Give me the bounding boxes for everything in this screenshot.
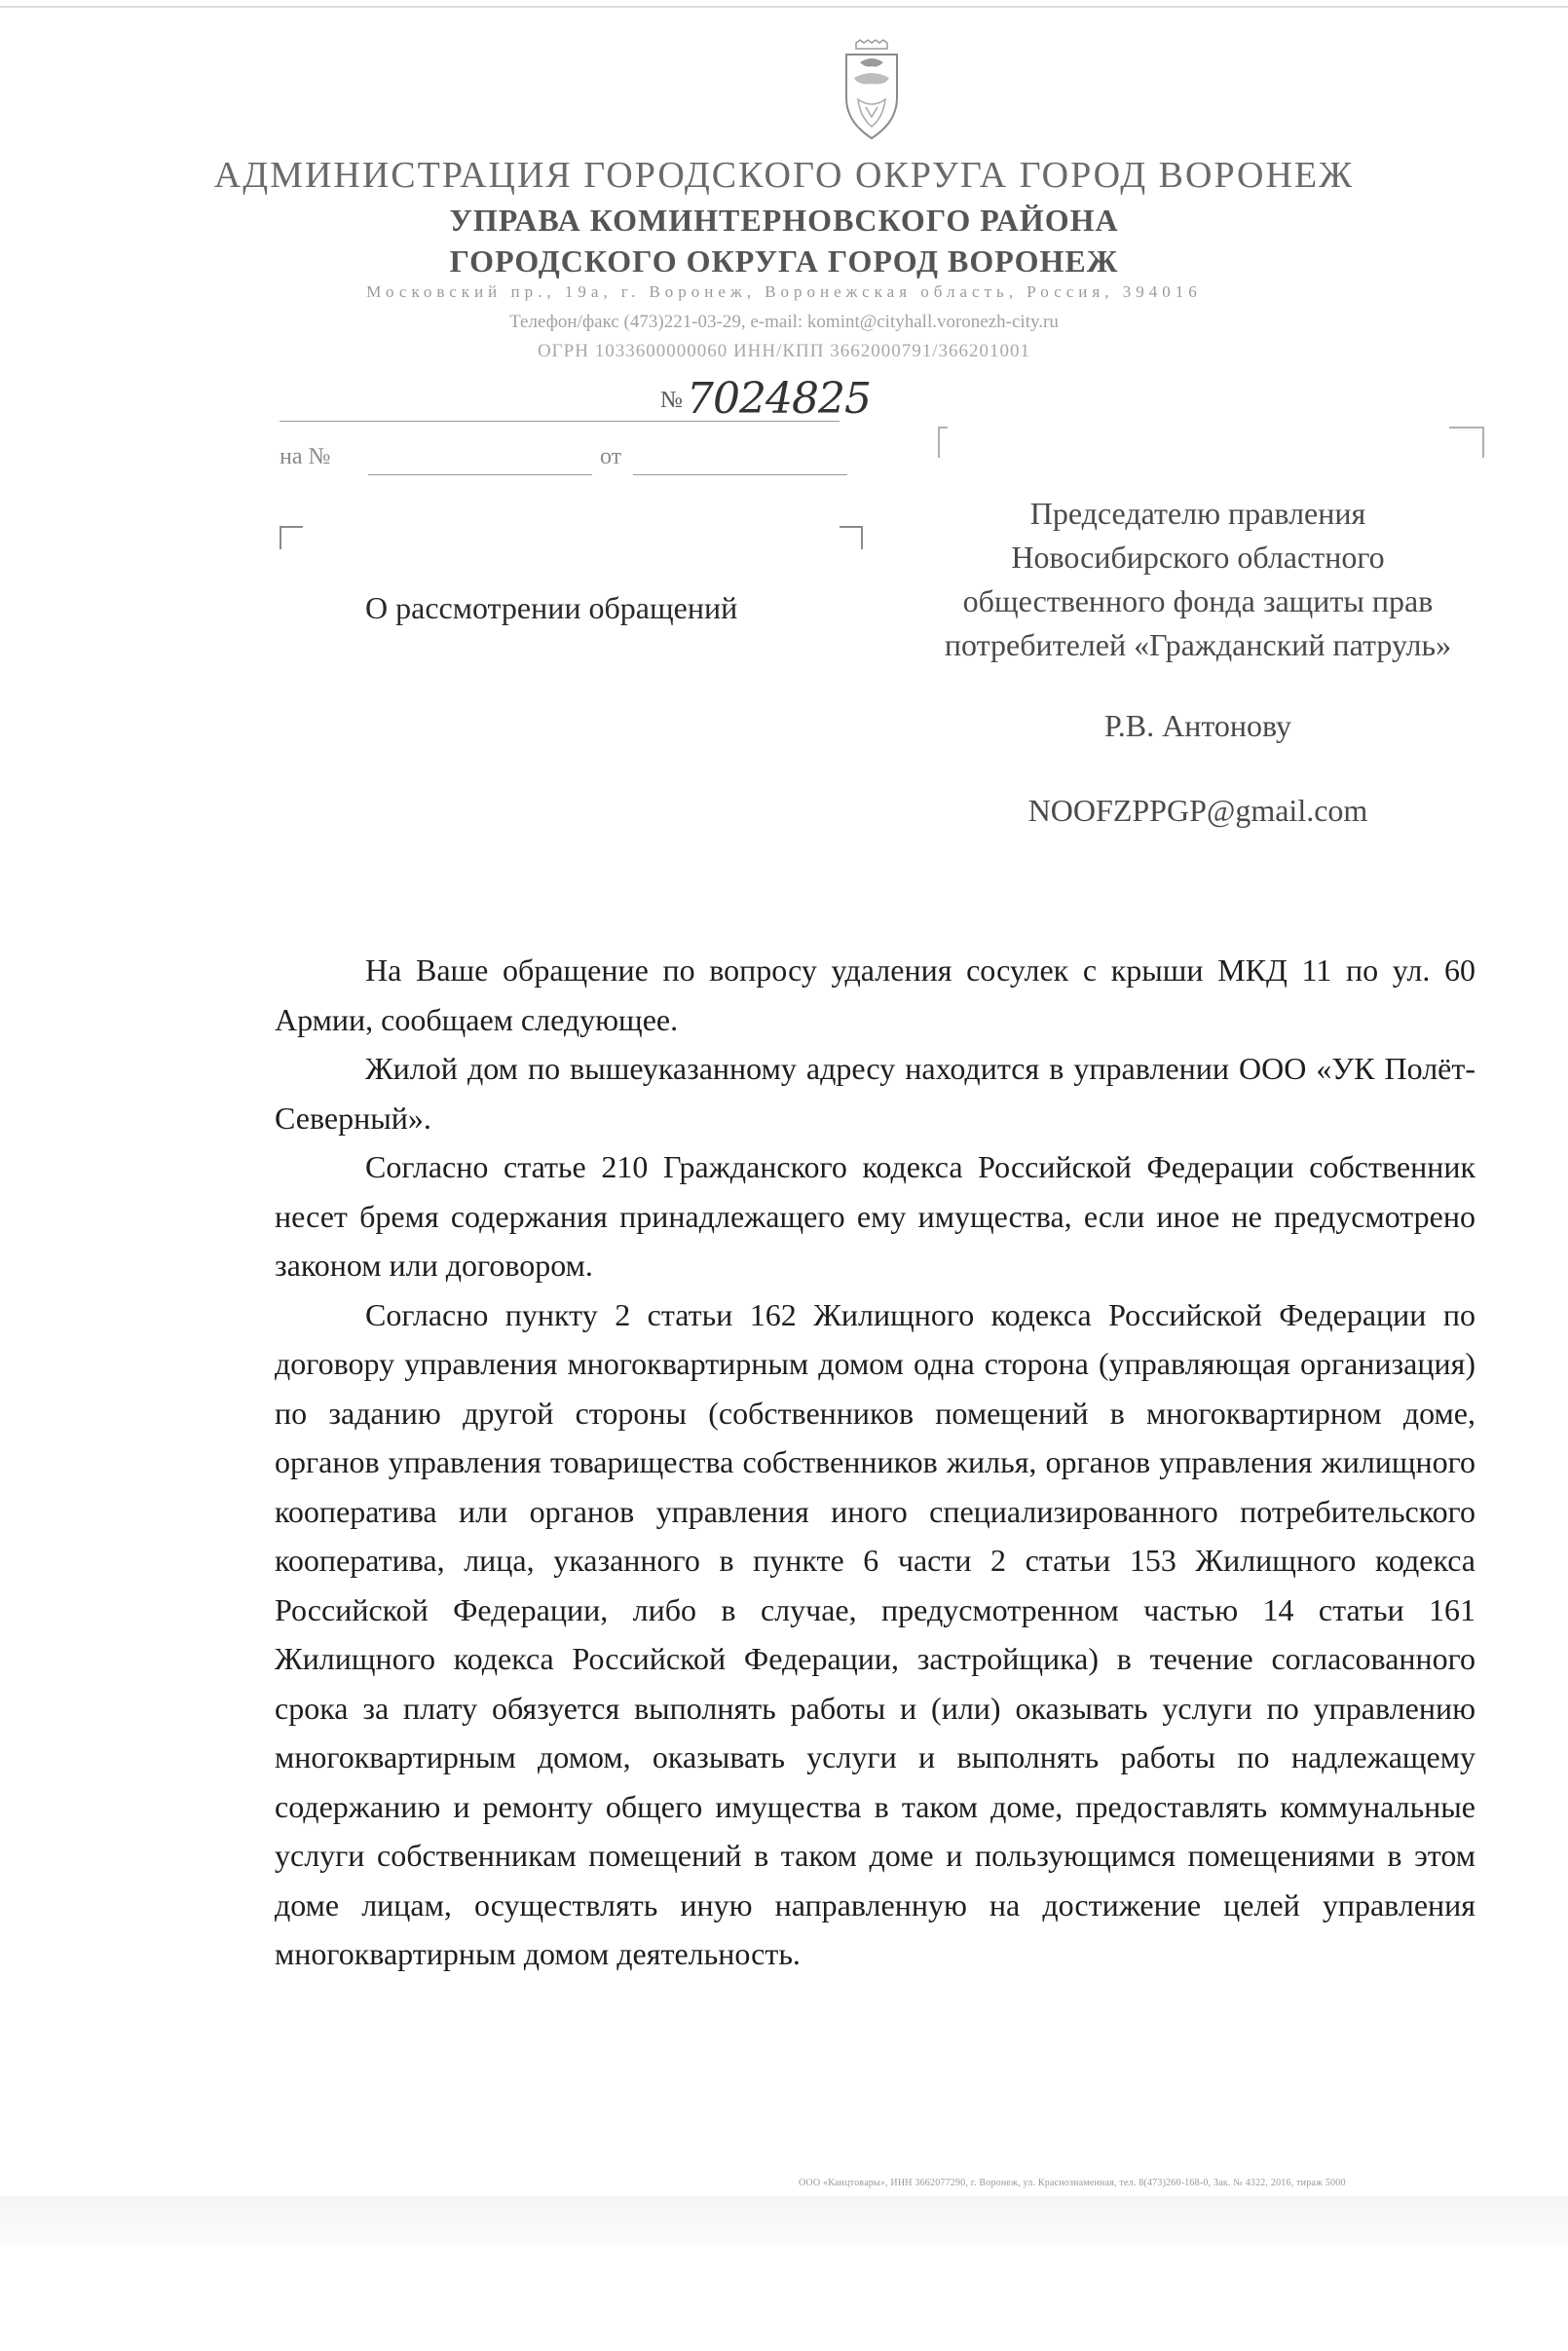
coat-of-arms-icon: [833, 39, 911, 146]
recipient-corner-right: [1449, 427, 1484, 458]
recipient-line: потребителей «Гражданский патруль»: [944, 627, 1452, 662]
body-paragraph: Согласно статье 210 Гражданского кодекса Российской Федерации собственник несет бремя содержания принадлежащего ему имущества, если иное не предусмотрено законом или договором.: [275, 1149, 1475, 1283]
recipient-line: Новосибирского областного: [1011, 540, 1385, 575]
letter-subject: О рассмотрении обращений: [365, 590, 738, 625]
body-paragraph: Согласно пункту 2 статьи 162 Жилищного кодекса Российской Федерации по договору управления многоквартирным домом одна сторона (управляющая организация) по заданию другой стороны (собственников помещений в многоквартирном доме, органов управления товарищества собственников жилья, органов управления жилищного кооператива или органов управления иного специализированного потребительского кооператива, лица, указанного в пункте 6 части 2 статьи 153 Жилищного кодекса Российской Федерации, либо в случае, предусмотренном частью 14 статьи 161 Жилищного кодекса Российской Федерации, застройщика) в течение согласованного срока за плату обязуется выполнять работы и (или) оказывать услуги по управлению многоквартирным домом, оказывать услуги и выполнять работы по надлежащему содержанию и ремонту общего имущества в таком доме, предоставлять коммунальные услуги собственникам помещений в таком доме и пользующимся помещениями в этом доме лицам, осуществлять иную направленную на достижение целей управления многоквартирным домом деятельность.: [275, 1296, 1475, 1971]
body-paragraph: На Ваше обращение по вопросу удаления сосулек с крыши МКД 11 по ул. 60 Армии, сообщаем следующее.: [275, 952, 1475, 1037]
header-phone: Телефон/факс (473)221-03-29, e-mail: komint@cityhall.voronezh-city.ru: [509, 312, 1059, 332]
subject-corner-right: [840, 526, 863, 549]
outgoing-number: 7024825: [687, 374, 871, 424]
recipient-block: [877, 492, 1519, 667]
recipient-line: Председателю правления: [1029, 496, 1366, 531]
header-uprava: УПРАВА КОМИНТЕРНОВСКОГО РАЙОНА: [449, 203, 1119, 238]
outgoing-number-prefix: №: [660, 388, 683, 413]
reference-number-line: [368, 474, 592, 475]
header-administration: АДМИНИСТРАЦИЯ ГОРОДСКОГО ОКРУГА ГОРОД ВОРОНЕЖ: [213, 155, 1355, 196]
scan-edge-bottom: [0, 2196, 1568, 2245]
recipient-name: Р.В. Антонову: [1103, 708, 1292, 743]
recipient-line: общественного фонда защиты прав: [962, 583, 1434, 618]
recipient-email: NOOFZPPGP@gmail.com: [1027, 793, 1368, 828]
reference-date-label: от: [600, 444, 622, 469]
recipient-corner-left: [938, 427, 948, 458]
body-paragraph: Жилой дом по вышеуказанному адресу находится в управлении ООО «УК Полёт-Северный».: [275, 1051, 1475, 1136]
scan-edge-top: [0, 6, 1568, 8]
header-address: Московский пр., 19а, г. Воронеж, Воронежская область, Россия, 394016: [366, 282, 1202, 301]
reference-number-label: на №: [280, 444, 331, 469]
reference-date-line: [633, 474, 847, 475]
print-info: ООО «Канцтовары», ИНН 3662077290, г. Воронеж, ул. Краснознаменная, тел. 8(473)260-168-0, Зак. № 4322, 2016, тираж 5000: [799, 2178, 1346, 2188]
header-ogrn: ОГРН 1033600000060 ИНН/КПП 3662000791/366201001: [537, 341, 1031, 361]
subject-corner-left: [280, 526, 303, 549]
header-okrug: ГОРОДСКОГО ОКРУГА ГОРОД ВОРОНЕЖ: [449, 243, 1119, 279]
letter-body: [275, 946, 1475, 1979]
